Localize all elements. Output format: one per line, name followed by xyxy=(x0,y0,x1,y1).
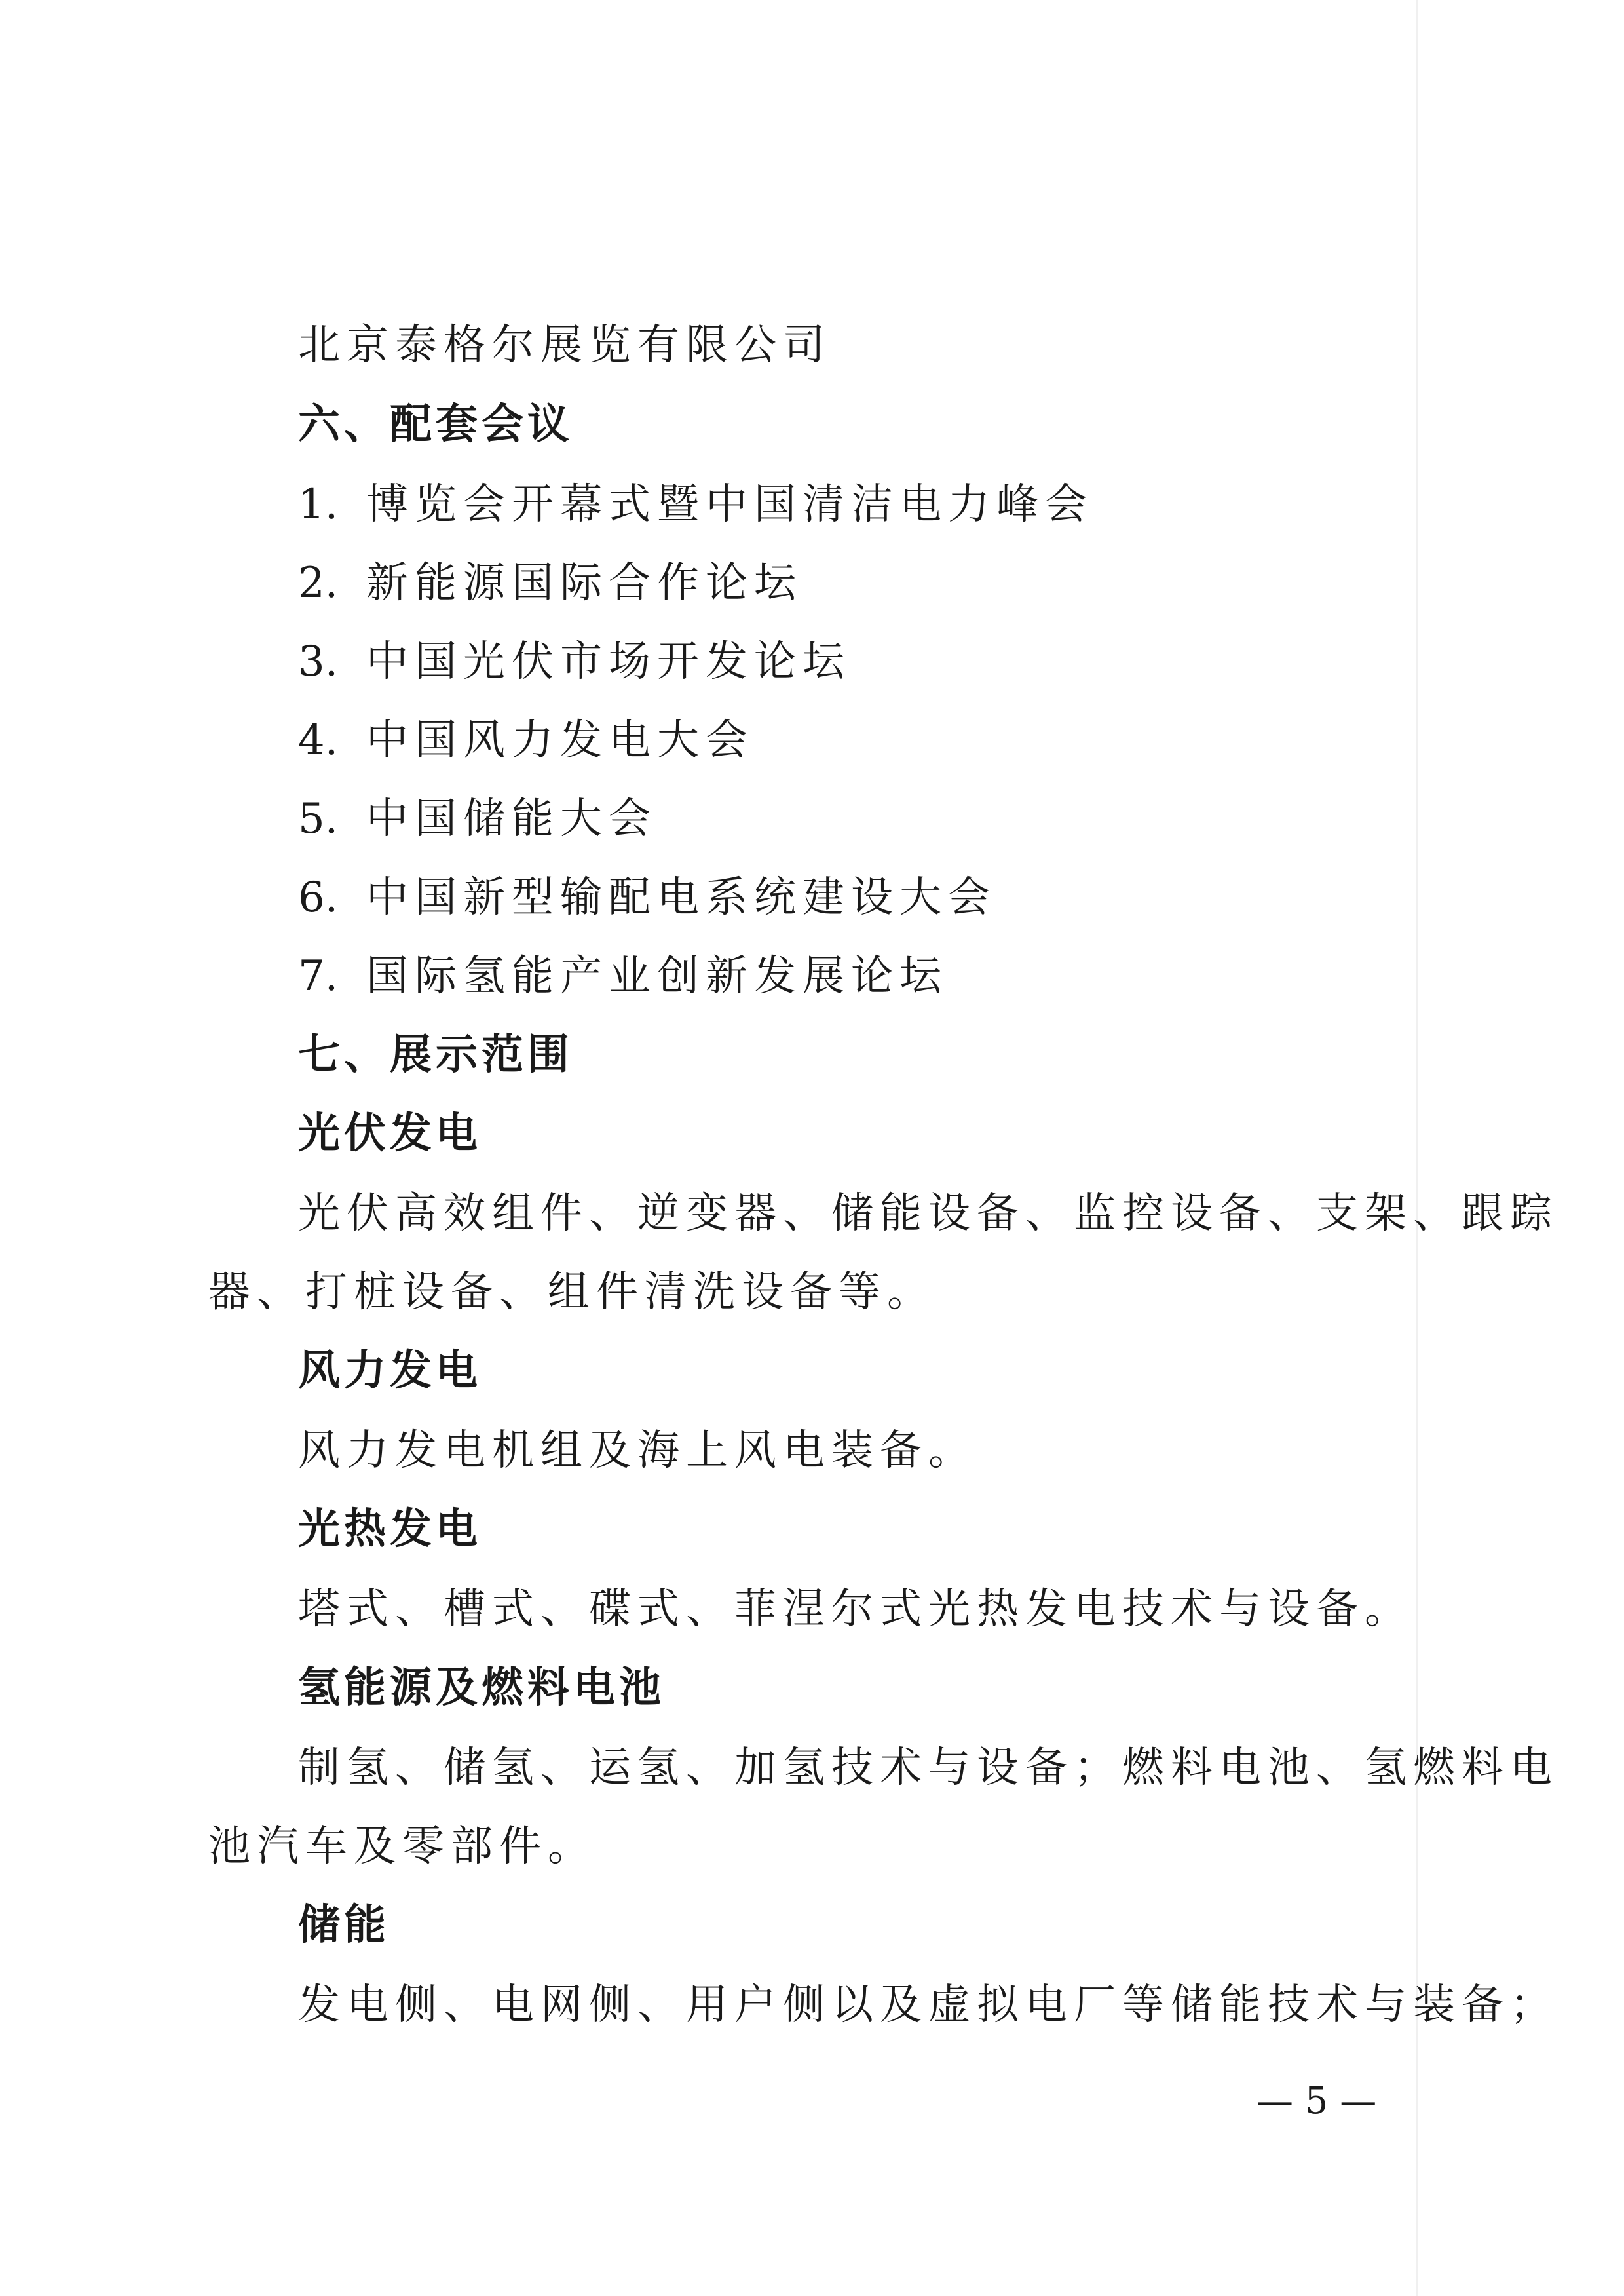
meeting-item-1-text: 博览会开幕式暨中国清洁电力峰会 xyxy=(366,480,1093,529)
category-wind-text-line-1: 风力发电机组及海上风电装备。 xyxy=(298,1426,977,1475)
meeting-item-1 xyxy=(298,478,1093,531)
meeting-item-2-number: 2. xyxy=(298,559,339,607)
category-storage-text-line-1: 发电侧、电网侧、用户侧以及虚拟电厂等储能技术与装备； xyxy=(298,1981,1558,2029)
organizer-line: 北京泰格尔展览有限公司 xyxy=(298,321,831,370)
meeting-item-3-number: 3. xyxy=(298,638,339,686)
category-pv-text-line-1: 光伏高效组件、逆变器、储能设备、监控设备、支架、跟踪 xyxy=(298,1189,1558,1238)
meeting-item-4-number: 4. xyxy=(298,716,339,765)
meeting-item-4 xyxy=(298,714,754,767)
category-wind-title: 风力发电 xyxy=(298,1347,482,1395)
meeting-item-7-text: 国际氢能产业创新发展论坛 xyxy=(366,952,948,1001)
meeting-item-2 xyxy=(298,557,803,609)
meeting-item-4-text: 中国风力发电大会 xyxy=(366,716,754,765)
category-hydrogen-title: 氢能源及燃料电池 xyxy=(298,1664,665,1712)
meeting-item-5-text: 中国储能大会 xyxy=(366,795,657,843)
category-csp-title: 光热发电 xyxy=(298,1505,482,1554)
meeting-item-5-number: 5. xyxy=(298,795,339,843)
category-pv-text-line-2: 器、打桩设备、组件清洗设备等。 xyxy=(208,1268,935,1316)
page-number: — 5 — xyxy=(1256,2080,1377,2122)
meeting-item-7-number: 7. xyxy=(298,952,339,1001)
category-pv-title: 光伏发电 xyxy=(298,1109,482,1158)
meeting-item-2-text: 新能源国际合作论坛 xyxy=(366,559,803,607)
meeting-item-1-number: 1. xyxy=(298,480,339,529)
meeting-item-6-number: 6. xyxy=(298,873,339,922)
scan-fold-line xyxy=(1416,0,1418,2296)
meeting-item-6-text: 中国新型输配电系统建设大会 xyxy=(366,873,996,922)
meeting-item-7 xyxy=(298,950,948,1003)
meeting-item-3 xyxy=(298,636,851,688)
category-csp-text-line-1: 塔式、槽式、碟式、菲涅尔式光热发电技术与设备。 xyxy=(298,1585,1413,1634)
category-hydrogen-text-line-2: 池汽车及零部件。 xyxy=(208,1822,596,1871)
category-hydrogen-text-line-1: 制氢、储氢、运氢、加氢技术与设备；燃料电池、氢燃料电 xyxy=(298,1744,1558,1792)
meeting-item-6 xyxy=(298,871,996,924)
meeting-item-3-text: 中国光伏市场开发论坛 xyxy=(366,638,851,686)
section-6-heading: 六、配套会议 xyxy=(298,400,573,449)
category-storage-title: 储能 xyxy=(298,1901,390,1949)
meeting-item-5 xyxy=(298,793,657,845)
section-7-heading: 七、展示范围 xyxy=(298,1031,573,1079)
